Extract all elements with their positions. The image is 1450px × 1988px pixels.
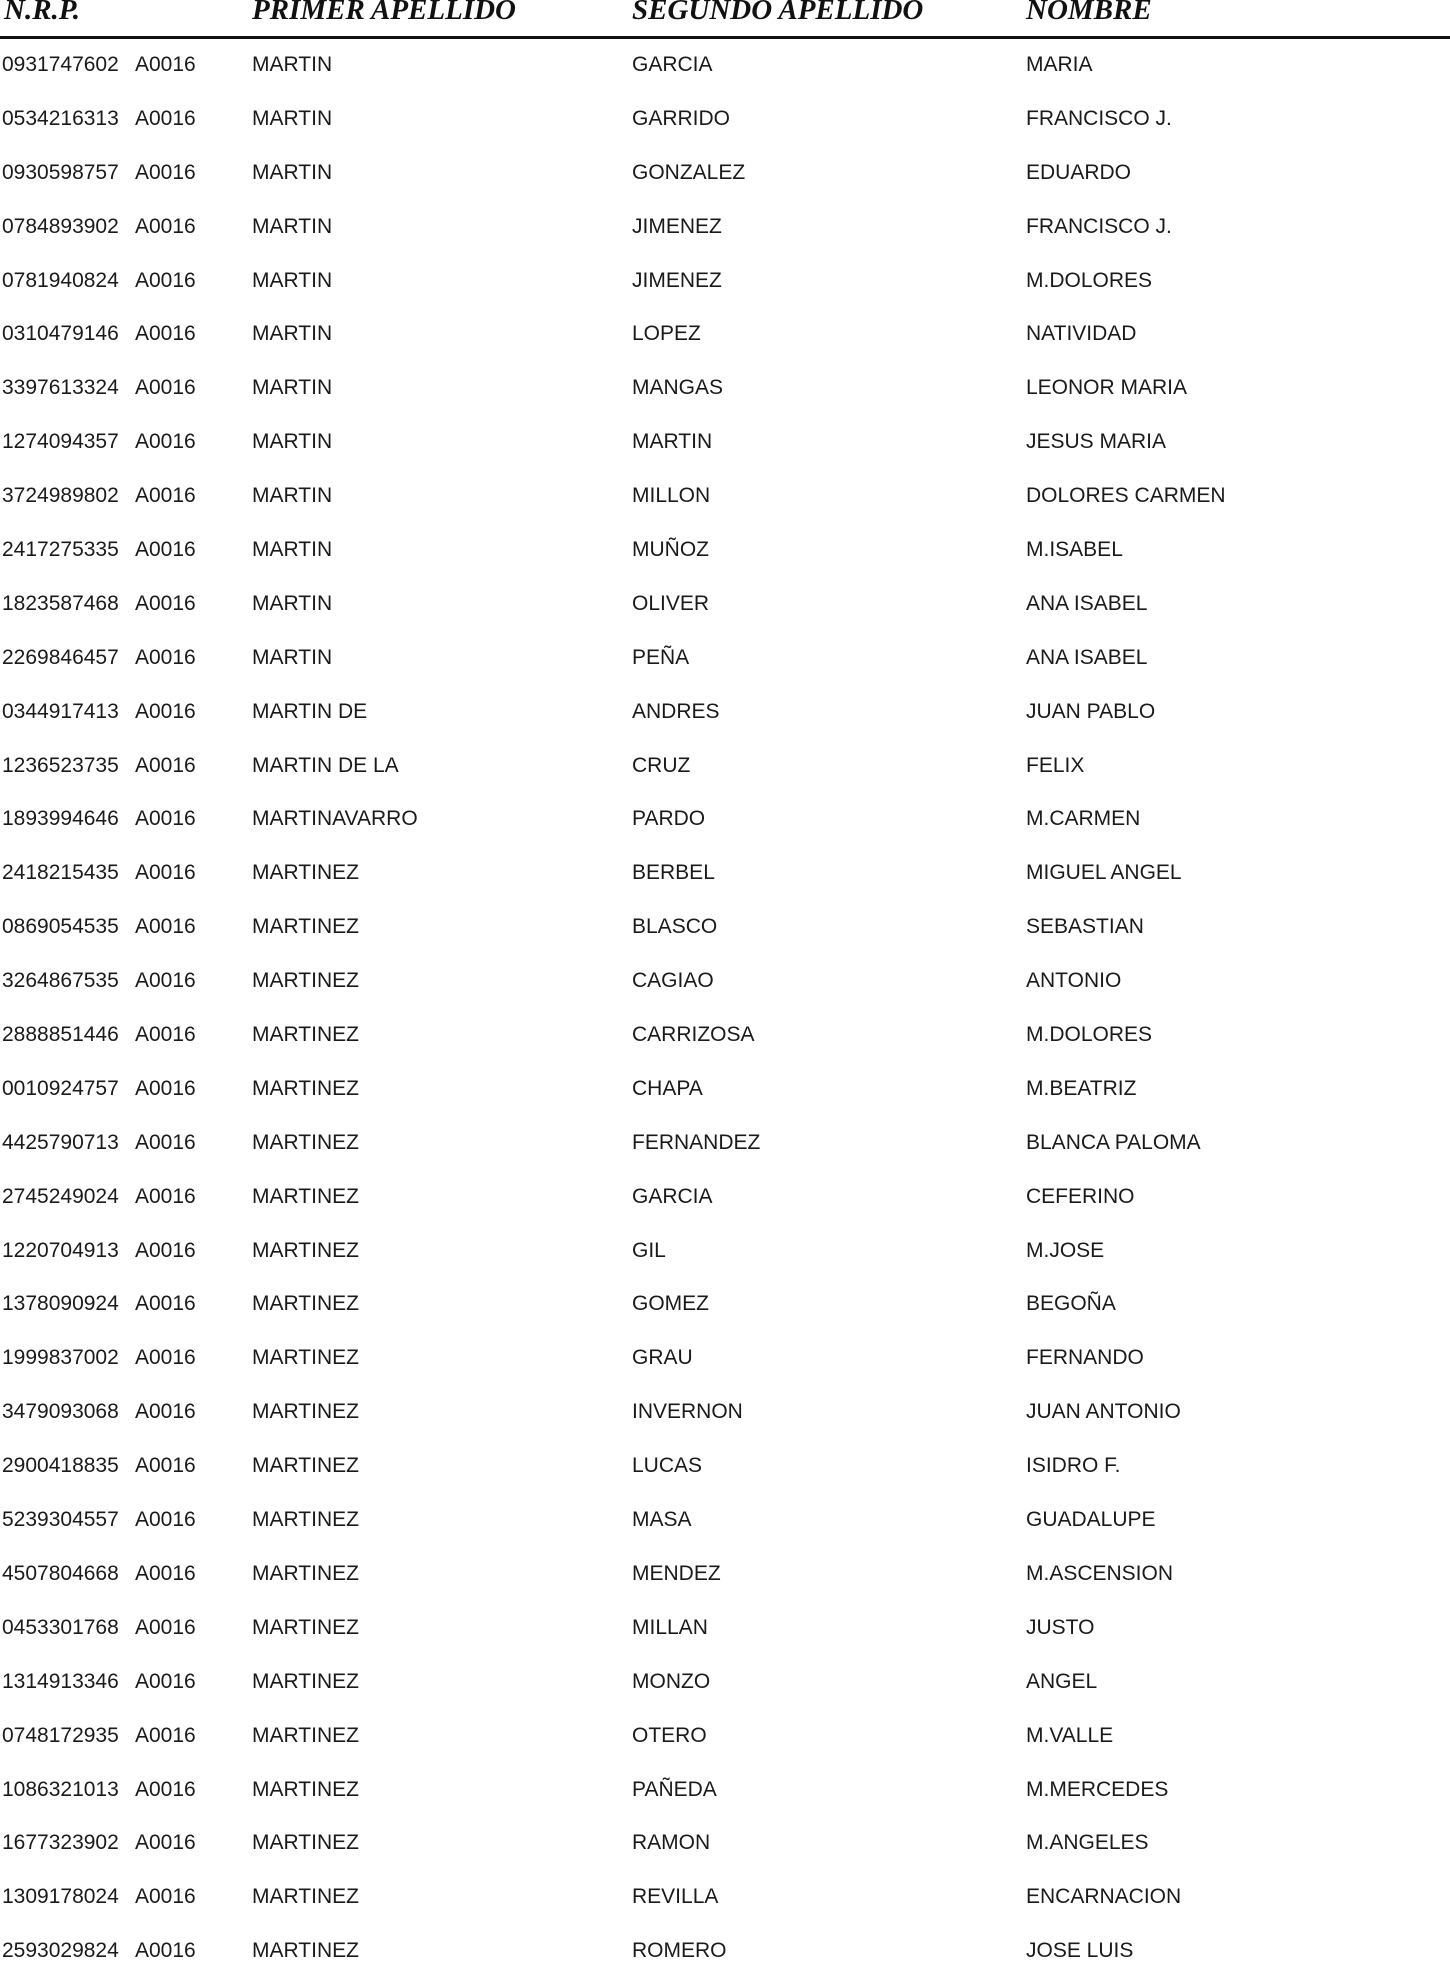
table-row xyxy=(0,1773,1450,1827)
cell-segundo-apellido: GONZALEZ xyxy=(632,160,746,184)
cell-primer-apellido: MARTINEZ xyxy=(252,1777,359,1801)
table-row xyxy=(0,910,1450,964)
cell-code: A0016 xyxy=(135,1508,196,1532)
cell-nrp: 2269846457 xyxy=(2,645,119,669)
cell-segundo-apellido: MILLON xyxy=(632,484,711,508)
cell-code: A0016 xyxy=(135,322,196,346)
cell-primer-apellido: MARTIN xyxy=(252,53,333,76)
cell-nrp: 3479093068 xyxy=(2,1400,119,1424)
cell-nrp: 0010924757 xyxy=(2,1076,119,1100)
cell-segundo-apellido: OTERO xyxy=(632,1723,707,1747)
cell-segundo-apellido: JIMENEZ xyxy=(632,214,722,238)
cell-nrp: 0453301768 xyxy=(2,1615,119,1639)
cell-code: A0016 xyxy=(135,591,196,615)
cell-primer-apellido: MARTINAVARRO xyxy=(252,807,418,831)
cell-primer-apellido: MARTIN xyxy=(252,106,333,130)
table-row xyxy=(0,749,1450,803)
table-row xyxy=(0,48,1450,102)
cell-segundo-apellido: CAGIAO xyxy=(632,969,714,993)
cell-primer-apellido: MARTINEZ xyxy=(252,1615,359,1639)
table-row xyxy=(0,1503,1450,1557)
cell-code: A0016 xyxy=(135,969,196,993)
cell-nombre: JOSE LUIS xyxy=(1026,1939,1134,1963)
cell-nombre: FERNANDO xyxy=(1026,1346,1144,1370)
table-row xyxy=(0,1449,1450,1503)
cell-primer-apellido: MARTINEZ xyxy=(252,1508,359,1532)
table-row xyxy=(0,1826,1450,1880)
cell-code: A0016 xyxy=(135,699,196,723)
cell-segundo-apellido: OLIVER xyxy=(632,591,710,615)
cell-nrp: 0930598757 xyxy=(2,160,119,184)
cell-primer-apellido: MARTINEZ xyxy=(252,1400,359,1424)
cell-primer-apellido: MARTINEZ xyxy=(252,1669,359,1693)
header-rule xyxy=(0,36,1450,39)
table-row xyxy=(0,210,1450,264)
cell-code: A0016 xyxy=(135,1831,196,1855)
cell-segundo-apellido: LOPEZ xyxy=(632,322,701,346)
column-header-primer-apellido: PRIMER APELLIDO xyxy=(252,0,516,26)
cell-nrp: 2418215435 xyxy=(2,861,119,885)
table-row xyxy=(0,264,1450,318)
cell-code: A0016 xyxy=(135,1130,196,1154)
cell-nombre: ISIDRO F. xyxy=(1026,1454,1121,1478)
cell-nrp: 3397613324 xyxy=(2,376,119,400)
table-row xyxy=(0,964,1450,1018)
cell-nrp: 0534216313 xyxy=(2,106,119,130)
cell-nrp: 1893994646 xyxy=(2,807,119,831)
table-row xyxy=(0,802,1450,856)
cell-primer-apellido: MARTINEZ xyxy=(252,1885,359,1909)
cell-segundo-apellido: PEÑA xyxy=(632,645,690,669)
cell-primer-apellido: MARTIN xyxy=(252,214,333,238)
cell-nombre: CEFERINO xyxy=(1026,1184,1135,1208)
cell-nombre: NATIVIDAD xyxy=(1026,322,1137,346)
cell-primer-apellido: MARTIN xyxy=(252,645,333,669)
table-row xyxy=(0,587,1450,641)
cell-nombre: ENCARNACION xyxy=(1026,1885,1182,1909)
cell-nrp: 3264867535 xyxy=(2,969,119,993)
cell-segundo-apellido: CHAPA xyxy=(632,1076,703,1100)
cell-nombre: M.VALLE xyxy=(1026,1723,1114,1747)
cell-primer-apellido: MARTIN DE xyxy=(252,699,368,723)
cell-nrp: 2745249024 xyxy=(2,1184,119,1208)
cell-code: A0016 xyxy=(135,861,196,885)
table-row xyxy=(0,1557,1450,1611)
cell-nombre: FRANCISCO J. xyxy=(1026,106,1172,130)
cell-code: A0016 xyxy=(135,1561,196,1585)
cell-primer-apellido: MARTINEZ xyxy=(252,1184,359,1208)
cell-primer-apellido: MARTIN xyxy=(252,430,333,454)
cell-nombre: MIGUEL ANGEL xyxy=(1026,861,1182,885)
cell-segundo-apellido: INVERNON xyxy=(632,1400,743,1424)
cell-segundo-apellido: GARCIA xyxy=(632,1184,713,1208)
cell-nombre: M.BEATRIZ xyxy=(1026,1076,1137,1100)
cell-segundo-apellido: GARRIDO xyxy=(632,106,731,130)
table-row xyxy=(0,1880,1450,1934)
cell-nombre: MARIA xyxy=(1026,53,1093,76)
cell-nombre: M.ISABEL xyxy=(1026,538,1123,562)
cell-nrp: 1086321013 xyxy=(2,1777,119,1801)
cell-segundo-apellido: ROMERO xyxy=(632,1939,727,1963)
cell-primer-apellido: MARTINEZ xyxy=(252,1723,359,1747)
cell-segundo-apellido: GARCIA xyxy=(632,53,713,76)
cell-primer-apellido: MARTINEZ xyxy=(252,915,359,939)
table-row xyxy=(0,1180,1450,1234)
cell-segundo-apellido: GRAU xyxy=(632,1346,693,1370)
cell-segundo-apellido: FERNANDEZ xyxy=(632,1130,761,1154)
cell-code: A0016 xyxy=(135,160,196,184)
cell-code: A0016 xyxy=(135,268,196,292)
cell-code: A0016 xyxy=(135,430,196,454)
cell-segundo-apellido: CARRIZOSA xyxy=(632,1023,755,1047)
table-row xyxy=(0,1611,1450,1665)
cell-nombre: M.CARMEN xyxy=(1026,807,1141,831)
cell-primer-apellido: MARTINEZ xyxy=(252,1023,359,1047)
cell-segundo-apellido: BLASCO xyxy=(632,915,718,939)
table-row xyxy=(0,102,1450,156)
cell-nombre: FRANCISCO J. xyxy=(1026,214,1172,238)
cell-nrp: 0784893902 xyxy=(2,214,119,238)
cell-nombre: FELIX xyxy=(1026,753,1085,777)
cell-nrp: 1309178024 xyxy=(2,1885,119,1909)
column-header-nrp: N.R.P. xyxy=(4,0,81,26)
cell-primer-apellido: MARTINEZ xyxy=(252,1454,359,1478)
cell-segundo-apellido: MONZO xyxy=(632,1669,711,1693)
cell-nrp: 1220704913 xyxy=(2,1238,119,1262)
cell-segundo-apellido: MARTIN xyxy=(632,430,713,454)
cell-segundo-apellido: MILLAN xyxy=(632,1615,708,1639)
table-row xyxy=(0,1341,1450,1395)
cell-primer-apellido: MARTINEZ xyxy=(252,1831,359,1855)
cell-code: A0016 xyxy=(135,1777,196,1801)
cell-code: A0016 xyxy=(135,1292,196,1316)
table-row xyxy=(0,156,1450,210)
table-row xyxy=(0,1395,1450,1449)
table-row xyxy=(0,317,1450,371)
cell-nrp: 1677323902 xyxy=(2,1831,119,1855)
table-row xyxy=(0,1072,1450,1126)
table-row xyxy=(0,425,1450,479)
cell-nrp: 1314913346 xyxy=(2,1669,119,1693)
cell-segundo-apellido: MUÑOZ xyxy=(632,538,709,562)
cell-nombre: M.JOSE xyxy=(1026,1238,1105,1262)
table-row xyxy=(0,1234,1450,1288)
cell-nrp: 0310479146 xyxy=(2,322,119,346)
table-header xyxy=(0,0,1450,36)
table-row xyxy=(0,371,1450,425)
cell-nrp: 0344917413 xyxy=(2,699,119,723)
cell-nombre: LEONOR MARIA xyxy=(1026,376,1188,400)
cell-nombre: JESUS MARIA xyxy=(1026,430,1167,454)
cell-code: A0016 xyxy=(135,807,196,831)
cell-nombre: SEBASTIAN xyxy=(1026,915,1144,939)
cell-code: A0016 xyxy=(135,1238,196,1262)
table-row xyxy=(0,1665,1450,1719)
cell-nrp: 0869054535 xyxy=(2,915,119,939)
cell-segundo-apellido: ANDRES xyxy=(632,699,720,723)
cell-primer-apellido: MARTIN xyxy=(252,484,333,508)
cell-segundo-apellido: GIL xyxy=(632,1238,666,1262)
cell-primer-apellido: MARTIN xyxy=(252,322,333,346)
cell-code: A0016 xyxy=(135,1184,196,1208)
table-body xyxy=(0,48,1450,1988)
cell-segundo-apellido: BERBEL xyxy=(632,861,715,885)
cell-nombre: ANTONIO xyxy=(1026,969,1122,993)
cell-nrp: 2417275335 xyxy=(2,538,119,562)
cell-nombre: BLANCA PALOMA xyxy=(1026,1130,1201,1154)
cell-nombre: ANA ISABEL xyxy=(1026,591,1148,615)
cell-code: A0016 xyxy=(135,1885,196,1909)
cell-segundo-apellido: PAÑEDA xyxy=(632,1777,717,1801)
cell-code: A0016 xyxy=(135,1615,196,1639)
cell-nombre: ANA ISABEL xyxy=(1026,645,1148,669)
table-row xyxy=(0,1126,1450,1180)
table-row xyxy=(0,695,1450,749)
cell-code: A0016 xyxy=(135,645,196,669)
cell-primer-apellido: MARTIN xyxy=(252,268,333,292)
cell-primer-apellido: MARTIN DE LA xyxy=(252,753,399,777)
table-row xyxy=(0,1934,1450,1988)
cell-code: A0016 xyxy=(135,538,196,562)
table-row xyxy=(0,856,1450,910)
table-row xyxy=(0,533,1450,587)
cell-primer-apellido: MARTINEZ xyxy=(252,969,359,993)
cell-segundo-apellido: GOMEZ xyxy=(632,1292,709,1316)
cell-nombre: M.ANGELES xyxy=(1026,1831,1149,1855)
cell-primer-apellido: MARTINEZ xyxy=(252,1238,359,1262)
table-row xyxy=(0,1018,1450,1072)
cell-nrp: 1274094357 xyxy=(2,430,119,454)
cell-nrp: 0931747602 xyxy=(2,53,119,76)
cell-segundo-apellido: RAMON xyxy=(632,1831,711,1855)
cell-nrp: 1823587468 xyxy=(2,591,119,615)
cell-nombre: M.DOLORES xyxy=(1026,1023,1153,1047)
cell-nombre: BEGOÑA xyxy=(1026,1292,1116,1316)
cell-nombre: JUSTO xyxy=(1026,1615,1095,1639)
cell-code: A0016 xyxy=(135,376,196,400)
cell-nombre: ANGEL xyxy=(1026,1669,1098,1693)
cell-nrp: 1999837002 xyxy=(2,1346,119,1370)
cell-nrp: 3724989802 xyxy=(2,484,119,508)
table-row xyxy=(0,1287,1450,1341)
cell-nrp: 5239304557 xyxy=(2,1508,119,1532)
cell-nrp: 1378090924 xyxy=(2,1292,119,1316)
cell-nrp: 4507804668 xyxy=(2,1561,119,1585)
cell-nombre: JUAN ANTONIO xyxy=(1026,1400,1181,1424)
cell-code: A0016 xyxy=(135,753,196,777)
cell-nombre: M.DOLORES xyxy=(1026,268,1153,292)
cell-segundo-apellido: MENDEZ xyxy=(632,1561,721,1585)
cell-code: A0016 xyxy=(135,484,196,508)
cell-primer-apellido: MARTIN xyxy=(252,591,333,615)
table-row xyxy=(0,641,1450,695)
cell-code: A0016 xyxy=(135,53,196,76)
cell-nombre: DOLORES CARMEN xyxy=(1026,484,1226,508)
cell-code: A0016 xyxy=(135,1454,196,1478)
cell-segundo-apellido: MANGAS xyxy=(632,376,724,400)
cell-nrp: 2593029824 xyxy=(2,1939,119,1963)
cell-nrp: 2888851446 xyxy=(2,1023,119,1047)
column-header-nombre: NOMBRE xyxy=(1026,0,1152,26)
table-row xyxy=(0,479,1450,533)
cell-segundo-apellido: MASA xyxy=(632,1508,692,1532)
cell-nrp: 1236523735 xyxy=(2,753,119,777)
cell-segundo-apellido: JIMENEZ xyxy=(632,268,722,292)
cell-nombre: M.MERCEDES xyxy=(1026,1777,1169,1801)
cell-nombre: GUADALUPE xyxy=(1026,1508,1156,1532)
cell-primer-apellido: MARTINEZ xyxy=(252,1561,359,1585)
cell-primer-apellido: MARTIN xyxy=(252,160,333,184)
cell-code: A0016 xyxy=(135,214,196,238)
cell-nombre: M.ASCENSION xyxy=(1026,1561,1174,1585)
cell-code: A0016 xyxy=(135,1400,196,1424)
cell-primer-apellido: MARTINEZ xyxy=(252,1076,359,1100)
cell-segundo-apellido: CRUZ xyxy=(632,753,691,777)
cell-segundo-apellido: REVILLA xyxy=(632,1885,719,1909)
cell-nrp: 0781940824 xyxy=(2,268,119,292)
cell-code: A0016 xyxy=(135,1669,196,1693)
cell-code: A0016 xyxy=(135,1939,196,1963)
cell-primer-apellido: MARTINEZ xyxy=(252,1292,359,1316)
cell-nrp: 2900418835 xyxy=(2,1454,119,1478)
cell-code: A0016 xyxy=(135,106,196,130)
cell-primer-apellido: MARTINEZ xyxy=(252,1130,359,1154)
cell-segundo-apellido: PARDO xyxy=(632,807,706,831)
cell-nombre: EDUARDO xyxy=(1026,160,1132,184)
cell-code: A0016 xyxy=(135,1023,196,1047)
cell-nrp: 4425790713 xyxy=(2,1130,119,1154)
cell-code: A0016 xyxy=(135,1346,196,1370)
cell-code: A0016 xyxy=(135,1076,196,1100)
cell-nrp: 0748172935 xyxy=(2,1723,119,1747)
table-row xyxy=(0,1719,1450,1773)
cell-segundo-apellido: LUCAS xyxy=(632,1454,703,1478)
column-header-segundo-apellido: SEGUNDO APELLIDO xyxy=(632,0,924,26)
cell-nombre: JUAN PABLO xyxy=(1026,699,1156,723)
cell-primer-apellido: MARTINEZ xyxy=(252,1939,359,1963)
cell-primer-apellido: MARTINEZ xyxy=(252,1346,359,1370)
cell-code: A0016 xyxy=(135,915,196,939)
cell-primer-apellido: MARTINEZ xyxy=(252,861,359,885)
cell-primer-apellido: MARTIN xyxy=(252,538,333,562)
cell-primer-apellido: MARTIN xyxy=(252,376,333,400)
cell-code: A0016 xyxy=(135,1723,196,1747)
